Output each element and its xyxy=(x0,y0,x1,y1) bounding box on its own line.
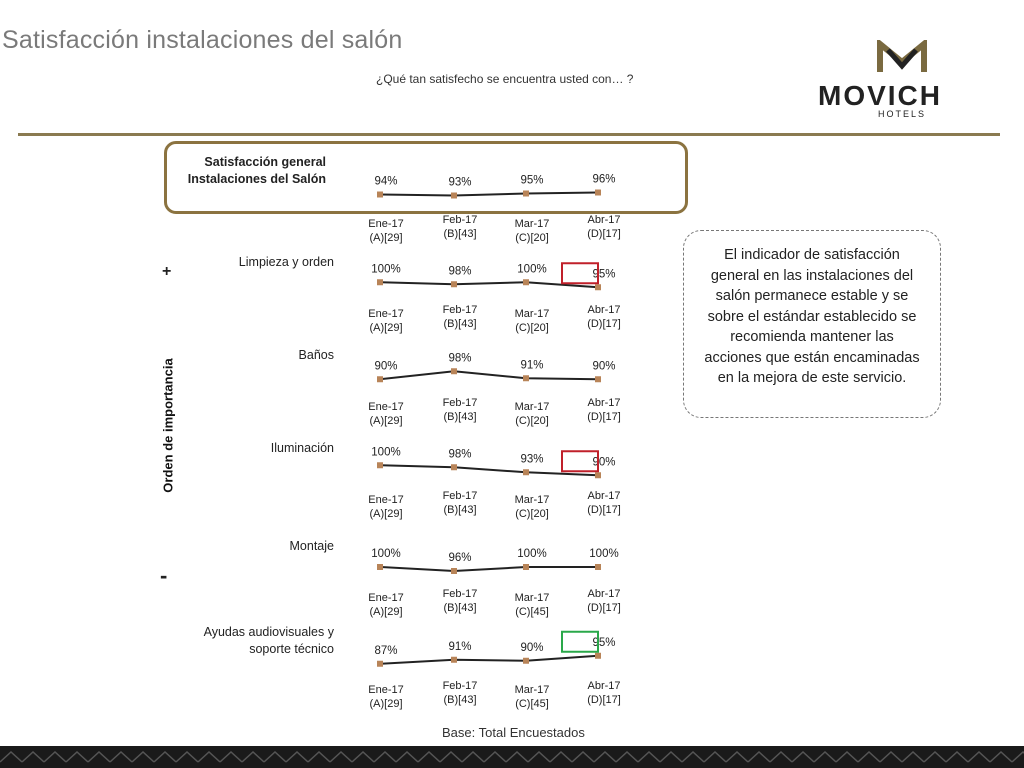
data-point xyxy=(377,279,383,285)
data-point xyxy=(377,376,383,382)
data-label: 95% xyxy=(592,268,616,281)
group-label: (D)[17] xyxy=(587,411,621,423)
category-label: Ene-17 xyxy=(368,494,404,506)
category-label: Ene-17 xyxy=(368,592,404,604)
decorative-band xyxy=(0,746,1024,768)
importance-minus: - xyxy=(160,563,168,588)
data-label: 100% xyxy=(371,263,401,276)
group-label: (C)[45] xyxy=(515,698,549,710)
data-point xyxy=(377,661,383,667)
axis-label-importance: Orden de importancia xyxy=(160,358,176,493)
group-label: (D)[17] xyxy=(587,318,621,330)
data-label: 90% xyxy=(592,456,616,469)
data-point xyxy=(595,376,601,382)
data-point xyxy=(523,279,529,285)
category-label: Abr-17 xyxy=(587,490,621,502)
data-point xyxy=(595,284,601,290)
group-label: (B)[43] xyxy=(443,318,477,330)
data-label: 91% xyxy=(520,359,544,372)
category-label: Mar-17 xyxy=(514,308,550,320)
data-point xyxy=(451,368,457,374)
data-point xyxy=(523,658,529,664)
category-label: Ene-17 xyxy=(368,308,404,320)
series-line xyxy=(380,193,598,196)
data-point xyxy=(595,564,601,570)
category-label: Abr-17 xyxy=(587,214,621,226)
group-label: (B)[43] xyxy=(443,411,477,423)
category-label: Feb-17 xyxy=(442,397,478,409)
data-label: 90% xyxy=(592,360,616,373)
data-label: 100% xyxy=(517,548,547,560)
data-point xyxy=(523,375,529,381)
data-point xyxy=(377,192,383,198)
data-point xyxy=(523,469,529,475)
data-point xyxy=(595,472,601,478)
category-label: Abr-17 xyxy=(587,680,621,692)
data-label: 100% xyxy=(517,263,547,276)
series-line xyxy=(380,371,598,379)
data-point xyxy=(595,190,601,196)
series-title: Satisfacción general xyxy=(204,155,326,169)
data-label: 96% xyxy=(448,552,472,564)
data-label: 96% xyxy=(592,173,616,186)
survey-question: ¿Qué tan satisfecho se encuentra usted con… ? xyxy=(376,72,634,86)
data-label: 100% xyxy=(371,446,401,459)
category-label: Feb-17 xyxy=(442,214,478,226)
group-label: (A)[29] xyxy=(369,508,403,520)
group-label: (D)[17] xyxy=(587,228,621,240)
category-label: Ene-17 xyxy=(368,401,404,413)
group-label: (B)[43] xyxy=(443,228,477,240)
data-label: 98% xyxy=(448,448,472,461)
data-label: 90% xyxy=(520,641,544,654)
data-point xyxy=(451,568,457,574)
category-label: Abr-17 xyxy=(587,588,621,600)
category-label: Feb-17 xyxy=(442,304,478,316)
group-label: (C)[20] xyxy=(515,232,549,244)
data-label: 98% xyxy=(448,352,472,365)
group-label: (A)[29] xyxy=(369,232,403,244)
logo-sub: HOTELS xyxy=(878,109,927,119)
series-title: Limpieza y orden xyxy=(238,255,334,269)
group-label: (A)[29] xyxy=(369,415,403,427)
series-title: Instalaciones del Salón xyxy=(187,172,326,186)
category-label: Mar-17 xyxy=(514,592,550,604)
data-point xyxy=(451,281,457,287)
series-title: Ayudas audiovisuales y xyxy=(203,625,334,639)
category-label: Abr-17 xyxy=(587,397,621,409)
category-label: Ene-17 xyxy=(368,684,404,696)
logo-brand: MOVICH xyxy=(818,80,942,111)
group-label: (B)[43] xyxy=(443,504,477,516)
series-title: soporte técnico xyxy=(249,642,334,656)
data-point xyxy=(595,653,601,659)
data-label: 98% xyxy=(448,265,472,278)
data-label: 93% xyxy=(448,176,472,189)
data-label: 93% xyxy=(520,453,544,466)
group-label: (C)[45] xyxy=(515,606,549,618)
data-point xyxy=(451,193,457,199)
series-title: Baños xyxy=(298,348,334,362)
data-label: 95% xyxy=(520,174,544,187)
data-point xyxy=(377,462,383,468)
series-title: Montaje xyxy=(289,539,334,553)
category-label: Mar-17 xyxy=(514,401,550,413)
data-label: 91% xyxy=(448,640,472,653)
category-label: Ene-17 xyxy=(368,218,404,230)
group-label: (A)[29] xyxy=(369,322,403,334)
group-label: (D)[17] xyxy=(587,694,621,706)
category-label: Mar-17 xyxy=(514,684,550,696)
group-label: (C)[20] xyxy=(515,415,549,427)
base-note: Base: Total Encuestados xyxy=(442,725,585,740)
category-label: Mar-17 xyxy=(514,218,550,230)
data-point xyxy=(523,564,529,570)
category-label: Mar-17 xyxy=(514,494,550,506)
page-title: Satisfacción instalaciones del salón xyxy=(2,26,403,54)
data-point xyxy=(451,657,457,663)
category-label: Abr-17 xyxy=(587,304,621,316)
category-label: Feb-17 xyxy=(442,680,478,692)
data-label: 94% xyxy=(374,175,398,188)
data-label: 90% xyxy=(374,360,398,373)
group-label: (D)[17] xyxy=(587,504,621,516)
category-label: Feb-17 xyxy=(442,588,478,600)
group-label: (C)[20] xyxy=(515,322,549,334)
conclusion-note: El indicador de satisfacción general en las instalaciones del salón permanece estable y se sobre el estándar establecido se recomienda mantener las acciones que están encaminadas en la mejora de este servicio. xyxy=(683,230,941,418)
category-label: Feb-17 xyxy=(442,490,478,502)
data-point xyxy=(377,564,383,570)
group-label: (B)[43] xyxy=(443,694,477,706)
data-label: 100% xyxy=(371,548,401,560)
data-label: 87% xyxy=(374,644,398,657)
importance-plus: + xyxy=(162,263,172,280)
data-label: 95% xyxy=(592,636,616,649)
group-label: (A)[29] xyxy=(369,606,403,618)
data-label: 100% xyxy=(589,548,619,560)
group-label: (C)[20] xyxy=(515,508,549,520)
group-label: (B)[43] xyxy=(443,602,477,614)
group-label: (A)[29] xyxy=(369,698,403,710)
data-point xyxy=(451,464,457,470)
data-point xyxy=(523,191,529,197)
series-line xyxy=(380,656,598,664)
series-title: Iluminación xyxy=(270,441,334,455)
series-line xyxy=(380,567,598,571)
group-label: (D)[17] xyxy=(587,602,621,614)
